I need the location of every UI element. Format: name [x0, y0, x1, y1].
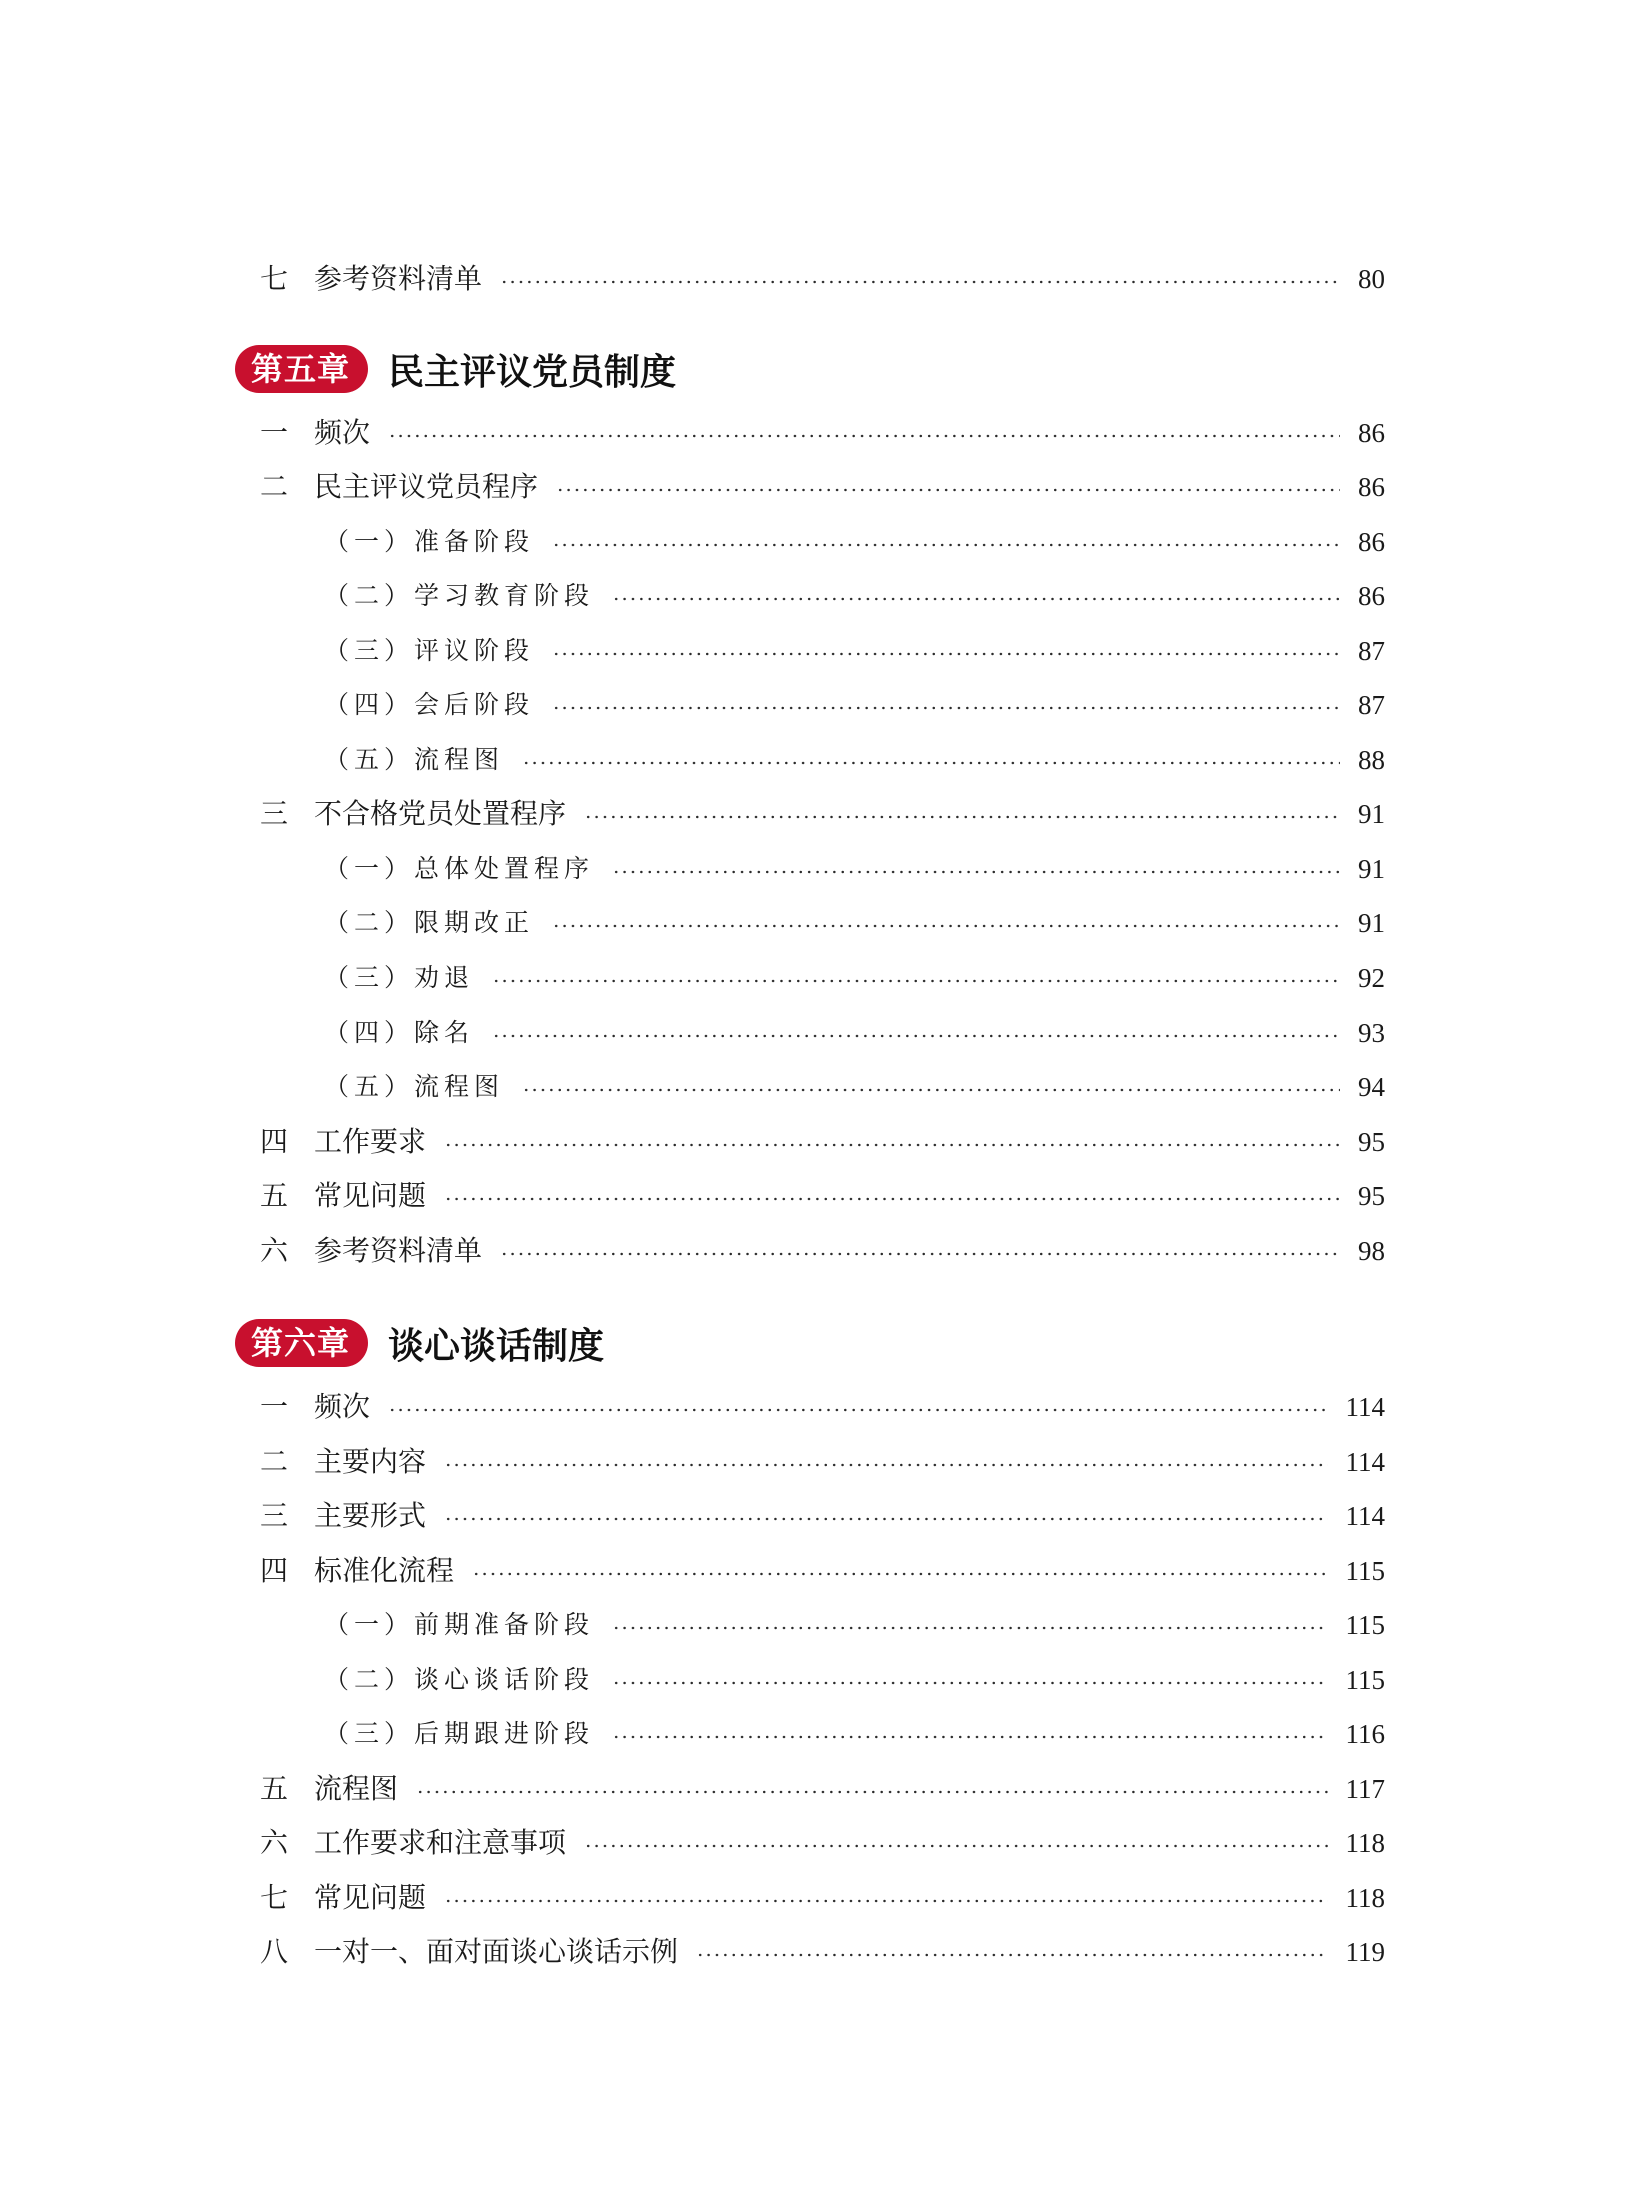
entry-page-number: 87	[1358, 636, 1385, 666]
entry-page-number: 86	[1358, 527, 1385, 557]
entry-title: 流程图	[314, 1772, 399, 1805]
dot-leader	[444, 1517, 1327, 1521]
toc-entry[interactable]	[260, 409, 1385, 457]
entry-page-number: 95	[1358, 1181, 1385, 1211]
entry-page-number: 92	[1358, 963, 1385, 993]
entry-title: 会后阶段	[414, 690, 535, 719]
dot-leader	[388, 1408, 1327, 1412]
entry-page-number: 115	[1345, 1665, 1385, 1695]
entry-page-number: 115	[1345, 1556, 1385, 1586]
dot-leader	[522, 761, 1340, 765]
entry-page-number: 94	[1358, 1072, 1385, 1102]
chapter-badge: 第六章	[235, 1319, 368, 1367]
entry-title: 不合格党员处置程序	[314, 797, 567, 830]
entry-title: 常见问题	[314, 1881, 427, 1914]
entry-title: 频次	[314, 416, 371, 449]
entry-title: 主要形式	[314, 1499, 427, 1532]
toc-subentry[interactable]	[324, 681, 1385, 729]
entry-number: （五）	[324, 1072, 415, 1101]
entry-number: （三）	[324, 963, 415, 992]
dot-leader	[444, 1463, 1327, 1467]
entry-number: 二	[260, 1445, 289, 1478]
entry-number: 六	[260, 1234, 289, 1267]
dot-leader	[500, 280, 1340, 284]
entry-title: 流程图	[414, 745, 505, 774]
entry-page-number: 88	[1358, 745, 1385, 775]
toc-entry[interactable]	[260, 1874, 1385, 1922]
dot-leader	[552, 706, 1340, 710]
entry-title: 标准化流程	[314, 1554, 455, 1587]
toc-entry[interactable]	[260, 1118, 1385, 1166]
entry-number: （四）	[324, 690, 415, 719]
entry-page-number: 117	[1345, 1774, 1385, 1804]
chapter-heading[interactable]	[235, 1317, 604, 1369]
entry-number: 五	[260, 1772, 289, 1805]
entry-page-number: 114	[1345, 1392, 1385, 1422]
entry-number: （二）	[324, 1665, 415, 1694]
entry-page-number: 80	[1358, 264, 1385, 294]
entry-title: 常见问题	[314, 1179, 427, 1212]
entry-title: 评议阶段	[414, 636, 535, 665]
entry-title: 工作要求	[314, 1125, 427, 1158]
toc-subentry[interactable]	[324, 1710, 1385, 1758]
entry-page-number: 115	[1345, 1610, 1385, 1640]
dot-leader	[388, 434, 1340, 438]
entry-title: 准备阶段	[414, 527, 535, 556]
toc-entry[interactable]	[260, 255, 1385, 303]
entry-page-number: 118	[1345, 1883, 1385, 1913]
entry-number: 七	[260, 262, 289, 295]
entry-page-number: 114	[1345, 1501, 1385, 1531]
dot-leader	[696, 1953, 1327, 1957]
dot-leader	[612, 1735, 1327, 1739]
dot-leader	[416, 1790, 1327, 1794]
dot-leader	[584, 815, 1340, 819]
entry-page-number: 114	[1345, 1447, 1385, 1477]
entry-title: 限期改正	[414, 908, 535, 937]
dot-leader	[612, 597, 1340, 601]
entry-title: 除名	[414, 1018, 475, 1047]
dot-leader	[444, 1143, 1340, 1147]
toc-subentry[interactable]	[324, 518, 1385, 566]
toc-subentry[interactable]	[324, 736, 1385, 784]
entry-number: 一	[260, 416, 289, 449]
toc-subentry[interactable]	[324, 1656, 1385, 1704]
entry-number: 五	[260, 1179, 289, 1212]
entry-number: 七	[260, 1881, 289, 1914]
entry-page-number: 116	[1345, 1719, 1385, 1749]
dot-leader	[492, 1034, 1340, 1038]
entry-title: 流程图	[414, 1072, 505, 1101]
entry-title: 工作要求和注意事项	[314, 1826, 567, 1859]
entry-page-number: 86	[1358, 581, 1385, 611]
chapter-badge: 第五章	[235, 345, 368, 393]
toc-entry[interactable]	[260, 790, 1385, 838]
entry-number: （二）	[324, 908, 415, 937]
entry-page-number: 119	[1345, 1937, 1385, 1967]
entry-number: （一）	[324, 527, 415, 556]
entry-page-number: 91	[1358, 908, 1385, 938]
dot-leader	[444, 1899, 1327, 1903]
dot-leader	[444, 1197, 1340, 1201]
entry-page-number: 93	[1358, 1018, 1385, 1048]
toc-subentry[interactable]	[324, 954, 1385, 1002]
entry-number: 六	[260, 1826, 289, 1859]
entry-title: 主要内容	[314, 1445, 427, 1478]
entry-title: 谈心谈话阶段	[414, 1665, 595, 1694]
entry-number: 八	[260, 1935, 289, 1968]
entry-page-number: 86	[1358, 418, 1385, 448]
toc-entry[interactable]	[260, 1227, 1385, 1275]
entry-number: （四）	[324, 1018, 415, 1047]
entry-title: 劝退	[414, 963, 475, 992]
dot-leader	[522, 1088, 1340, 1092]
toc-subentry[interactable]	[324, 1601, 1385, 1649]
entry-number: 四	[260, 1554, 289, 1587]
entry-title: 后期跟进阶段	[414, 1719, 595, 1748]
entry-number: 三	[260, 1499, 289, 1532]
entry-title: 学习教育阶段	[414, 581, 595, 610]
entry-page-number: 95	[1358, 1127, 1385, 1157]
entry-title: 参考资料清单	[314, 1234, 483, 1267]
chapter-title: 民主评议党员制度	[388, 351, 677, 393]
entry-number: 一	[260, 1390, 289, 1423]
entry-number: （一）	[324, 854, 415, 883]
dot-leader	[472, 1572, 1327, 1576]
toc-entry[interactable]	[260, 1172, 1385, 1220]
entry-number: （二）	[324, 581, 415, 610]
entry-number: （三）	[324, 636, 415, 665]
dot-leader	[552, 924, 1340, 928]
dot-leader	[612, 1626, 1327, 1630]
dot-leader	[552, 652, 1340, 656]
entry-number: 四	[260, 1125, 289, 1158]
toc-subentry[interactable]	[324, 899, 1385, 947]
chapter-title: 谈心谈话制度	[388, 1325, 605, 1367]
entry-number: 三	[260, 797, 289, 830]
dot-leader	[612, 1681, 1327, 1685]
entry-number: （一）	[324, 1610, 415, 1639]
entry-number: 二	[260, 470, 289, 503]
entry-title: 民主评议党员程序	[314, 470, 539, 503]
dot-leader	[556, 488, 1340, 492]
toc-entry[interactable]	[260, 1819, 1385, 1867]
entry-number: （三）	[324, 1719, 415, 1748]
dot-leader	[500, 1252, 1340, 1256]
entry-title: 一对一、面对面谈心谈话示例	[314, 1935, 679, 1968]
toc-entry[interactable]	[260, 1438, 1385, 1486]
entry-title: 参考资料清单	[314, 262, 483, 295]
entry-title: 频次	[314, 1390, 371, 1423]
toc-entry[interactable]	[260, 1547, 1385, 1595]
dot-leader	[612, 870, 1340, 874]
entry-page-number: 98	[1358, 1236, 1385, 1266]
toc-entry[interactable]	[260, 463, 1385, 511]
entry-title: 前期准备阶段	[414, 1610, 595, 1639]
chapter-heading[interactable]	[235, 343, 676, 395]
toc-entry[interactable]	[260, 1928, 1385, 1976]
entry-page-number: 91	[1358, 854, 1385, 884]
dot-leader	[492, 979, 1340, 983]
entry-page-number: 87	[1358, 690, 1385, 720]
entry-page-number: 91	[1358, 799, 1385, 829]
toc-entry[interactable]	[260, 1765, 1385, 1813]
dot-leader	[552, 543, 1340, 547]
entry-title: 总体处置程序	[414, 854, 595, 883]
toc-entry[interactable]	[260, 1492, 1385, 1540]
toc-subentry[interactable]	[324, 1009, 1385, 1057]
toc-subentry[interactable]	[324, 627, 1385, 675]
dot-leader	[584, 1844, 1327, 1848]
toc-entry[interactable]	[260, 1383, 1385, 1431]
entry-number: （五）	[324, 745, 415, 774]
toc-subentry[interactable]	[324, 845, 1385, 893]
toc-subentry[interactable]	[324, 572, 1385, 620]
entry-page-number: 118	[1345, 1828, 1385, 1858]
toc-subentry[interactable]	[324, 1063, 1385, 1111]
entry-page-number: 86	[1358, 472, 1385, 502]
